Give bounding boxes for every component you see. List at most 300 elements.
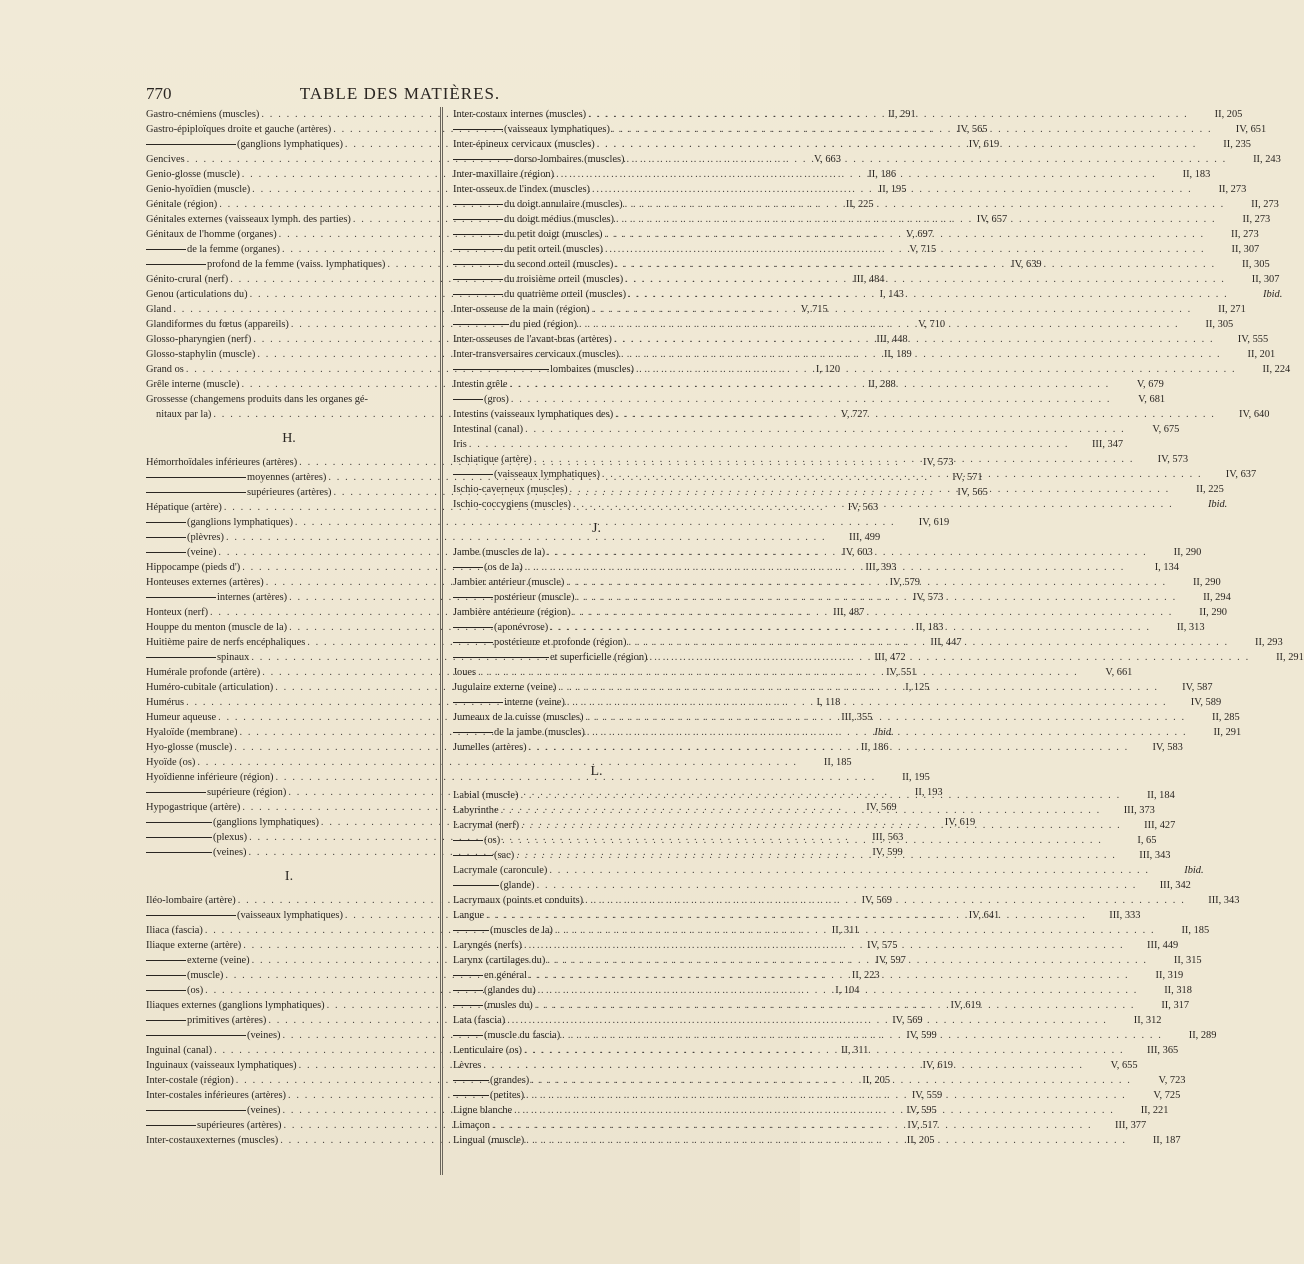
- index-term: (ganglions lymphatiques): [237, 139, 343, 150]
- ditto-dash: [453, 474, 493, 476]
- page-reference: II, 307: [1231, 244, 1260, 255]
- ditto-dash: [453, 159, 513, 161]
- index-term: du quatrième orteil (muscles): [504, 289, 627, 300]
- index-term: Lacrymal (nerf): [453, 820, 520, 831]
- index-term: (muscles de la): [490, 925, 553, 936]
- index-term: (vaisseaux lymphatiques): [504, 124, 610, 135]
- ditto-dash: [146, 264, 206, 266]
- index-entry: [146, 515, 950, 530]
- page-reference: II, 312: [1133, 1015, 1162, 1026]
- index-term: Iliaca (fascia): [146, 925, 203, 936]
- index-term: Genou (articulations du): [146, 289, 248, 300]
- page-reference: II, 187: [1152, 1135, 1181, 1146]
- ditto-dash: [453, 1080, 489, 1082]
- page-reference: IV, 599: [906, 1030, 937, 1041]
- page-reference: III, 448: [876, 334, 908, 345]
- ditto-dash: [453, 1005, 483, 1007]
- page-reference: II, 291: [887, 109, 916, 120]
- ditto-dash: [453, 657, 549, 659]
- index-term: du second orteil (muscles): [504, 259, 614, 270]
- index-term: Génitaux de l'homme (organes): [146, 229, 277, 240]
- index-term: Ligne blanche: [453, 1105, 513, 1116]
- ditto-dash: [453, 975, 483, 977]
- page-reference: II, 291: [1276, 652, 1304, 663]
- ditto-dash: [146, 792, 206, 794]
- index-term: externe (veine): [187, 955, 250, 966]
- page-reference: IV, 657: [976, 214, 1008, 225]
- index-entry: [453, 863, 1204, 878]
- index-term: du petit orteil (muscles): [504, 244, 603, 255]
- index-term: (musles du): [484, 1000, 533, 1011]
- page-reference: IV, 551: [886, 667, 917, 678]
- page-reference: I, 118: [816, 697, 841, 708]
- index-term: Iliaques externes (ganglions lymphatiques): [146, 1000, 325, 1011]
- ditto-dash: [146, 522, 186, 524]
- page-reference: I, 143: [879, 289, 904, 300]
- index-entry: [146, 770, 930, 785]
- ditto-dash: [453, 990, 483, 992]
- dot-leader: [509, 392, 1113, 407]
- ditto-dash: [453, 840, 483, 842]
- page-reference: III, 365: [1147, 1045, 1179, 1056]
- index-term: Hépatique (artère): [146, 502, 222, 513]
- index-term: interne (veine): [504, 697, 565, 708]
- index-term: Jugulaire externe (veine): [453, 682, 557, 693]
- page-reference: III, 427: [1144, 820, 1176, 831]
- page-reference: III, 347: [1091, 439, 1124, 450]
- dot-leader: [484, 908, 1088, 923]
- page-reference: II, 235: [1223, 139, 1251, 150]
- page-reference: IV, 599: [872, 847, 903, 858]
- ditto-dash: [453, 702, 503, 704]
- page-reference: I, 104: [835, 985, 860, 996]
- dot-leader: [600, 467, 1204, 482]
- page-reference: II, 189: [883, 349, 912, 360]
- index-term: Génitale (région): [146, 199, 218, 210]
- page-reference: II, 243: [1253, 154, 1281, 165]
- page-reference: IV, 569: [892, 1015, 923, 1026]
- ditto-dash: [453, 627, 493, 629]
- page-reference: Ibid.: [1207, 499, 1228, 510]
- ditto-dash: [453, 264, 503, 266]
- index-term: Gastro-cnémiens (muscles): [146, 109, 260, 120]
- index-term: Lèvres: [453, 1060, 482, 1071]
- index-term: en général: [484, 970, 527, 981]
- page-reference: IV, 619: [922, 1060, 953, 1071]
- page-reference: IV, 595: [906, 1105, 937, 1116]
- page-reference: IV, 603: [842, 547, 873, 558]
- dot-leader: [499, 803, 1103, 818]
- index-term: Honteuses externes (artères): [146, 577, 264, 588]
- dot-leader: [556, 680, 1160, 695]
- index-term: primitives (artères): [187, 1015, 267, 1026]
- page-reference: II, 317: [1161, 1000, 1190, 1011]
- ditto-dash: [146, 249, 186, 251]
- ditto-dash: [146, 537, 186, 539]
- index-term: Inter-costaux internes (muscles): [453, 109, 587, 120]
- index-term: (aponévrose): [494, 622, 549, 633]
- index-term: Laryngés (nerfs): [453, 940, 522, 951]
- page-reference: IV, 569: [861, 895, 892, 906]
- ditto-dash: [146, 597, 216, 599]
- page-reference: II, 224: [1262, 364, 1291, 375]
- index-term: Jambier antérieur (muscle): [453, 577, 565, 588]
- ditto-dash: [146, 492, 246, 494]
- dot-leader: [524, 1088, 1128, 1103]
- column-divider: [440, 107, 443, 1175]
- index-term: de la femme (organes): [187, 244, 280, 255]
- index-term: du petit doigt (muscles): [504, 229, 603, 240]
- page-reference: II, 273: [1230, 229, 1259, 240]
- index-term: Lacrymale (caroncule): [453, 865, 548, 876]
- index-term: (muscle du fascia): [484, 1030, 561, 1041]
- dot-leader: [505, 1013, 1109, 1028]
- index-term: Huitième paire de nerfs encéphaliques: [146, 637, 306, 648]
- index-term: du pied (région): [510, 319, 577, 330]
- page-reference: IV, 637: [1225, 469, 1257, 480]
- index-term: (ganglions lymphatiques): [213, 817, 319, 828]
- section-letter-heading: I.: [284, 869, 294, 884]
- dot-leader: [565, 695, 1169, 710]
- index-term: Intestin grêle: [453, 379, 508, 390]
- page-reference: III, 563: [872, 832, 904, 843]
- index-term: Ischiatique (artère): [453, 454, 532, 465]
- index-term: Genio-hyoïdien (muscle): [146, 184, 251, 195]
- page-reference: V, 715: [800, 304, 828, 315]
- index-term: nitaux par la): [156, 409, 212, 420]
- dot-leader: [500, 833, 1104, 848]
- index-term: postérieure et profonde (région): [494, 637, 627, 648]
- index-term: Lata (fascia): [453, 1015, 506, 1026]
- page-reference: III, 377: [1115, 1120, 1147, 1131]
- page-reference: II, 305: [1205, 319, 1234, 330]
- dot-leader: [553, 923, 1157, 938]
- dot-leader: [623, 272, 1227, 287]
- dot-leader: [625, 152, 1229, 167]
- index-entry: [453, 392, 1166, 407]
- dot-leader: [512, 1103, 1116, 1118]
- page-reference: V, 725: [1153, 1090, 1181, 1101]
- index-term: (veines): [213, 847, 247, 858]
- page-reference: V, 661: [1105, 667, 1133, 678]
- dot-leader: [619, 347, 1223, 362]
- page-reference: Ibid.: [1262, 289, 1283, 300]
- dot-leader: [467, 437, 1071, 452]
- section-letter-heading: H.: [282, 431, 296, 446]
- dot-leader: [545, 953, 1149, 968]
- page-reference: II, 271: [1218, 304, 1246, 315]
- page-reference: II, 290: [1192, 577, 1221, 588]
- page-reference: II, 285: [1211, 712, 1240, 723]
- index-term: (glande): [500, 880, 535, 891]
- index-term: Jumelles (artères): [453, 742, 527, 753]
- index-term: supérieure (région): [207, 787, 287, 798]
- page-reference: II, 311: [841, 1045, 869, 1056]
- page-reference: II, 223: [851, 970, 880, 981]
- index-term: Génito-crural (nerf): [146, 274, 229, 285]
- index-term: Jumeaux de la cuisse (muscles): [453, 712, 584, 723]
- dot-leader: [583, 710, 1187, 725]
- index-entry: [146, 392, 432, 407]
- ditto-dash: [146, 837, 212, 839]
- index-term: Grêle interne (muscle): [146, 379, 240, 390]
- index-term: Gencives: [146, 154, 185, 165]
- dot-leader: [603, 242, 1207, 257]
- page-reference: III, 333: [1109, 910, 1141, 921]
- index-term: Ischio-caverneux (muscles): [453, 484, 568, 495]
- index-term: Humeur aqueuse: [146, 712, 217, 723]
- page-reference: II, 184: [1147, 790, 1175, 801]
- index-term: Labyrinthe: [453, 805, 499, 816]
- index-term: du troisième orteil (muscles): [504, 274, 624, 285]
- index-term: Ischio-coccygiens (muscles): [453, 499, 572, 510]
- ditto-dash: [146, 1125, 196, 1127]
- page-reference: V, 675: [1152, 424, 1180, 435]
- dot-leader: [648, 650, 1252, 665]
- index-term: Limaçon: [453, 1120, 490, 1131]
- index-term: Inter-osseux de l'index (muscles): [453, 184, 590, 195]
- index-term: Lingual (muscle): [453, 1135, 525, 1146]
- page-reference: V, 715: [909, 244, 937, 255]
- index-term: Lenticulaire (os): [453, 1045, 522, 1056]
- ditto-dash: [146, 1020, 186, 1022]
- index-term: Inter-osseuses de l'avant-bras (artères): [453, 334, 612, 345]
- page-reference: II, 183: [915, 622, 944, 633]
- dot-leader: [524, 1133, 1128, 1148]
- ditto-dash: [453, 1035, 483, 1037]
- page-reference: IV, 639: [1011, 259, 1042, 270]
- ditto-dash: [453, 399, 483, 401]
- page-reference: V, 710: [918, 319, 946, 330]
- dot-leader: [626, 287, 1230, 302]
- page-reference: II, 289: [1188, 1030, 1217, 1041]
- ditto-dash: [453, 294, 503, 296]
- dot-leader: [547, 863, 1151, 878]
- dot-leader: [533, 998, 1137, 1013]
- page-reference: IV, 517: [907, 1120, 938, 1131]
- index-term: (os): [187, 985, 204, 996]
- page-reference: II, 205: [906, 1135, 935, 1146]
- ditto-dash: [146, 960, 186, 962]
- dot-leader: [523, 560, 1127, 575]
- ditto-dash: [146, 1110, 246, 1112]
- page-reference: II, 186: [860, 742, 889, 753]
- ditto-dash: [453, 234, 503, 236]
- dot-leader: [527, 968, 1131, 983]
- page-reference: IV, 569: [866, 802, 897, 813]
- dot-leader: [560, 1028, 1164, 1043]
- index-term: Humérale profonde (artère): [146, 667, 261, 678]
- index-term: Genio-glosse (muscle): [146, 169, 240, 180]
- index-term: Iris: [453, 439, 467, 450]
- ditto-dash: [146, 1035, 246, 1037]
- dot-leader: [590, 182, 1194, 197]
- index-term: Glosso-pharyngien (nerf): [146, 334, 252, 345]
- index-term: Joues: [453, 667, 477, 678]
- page-number: 770: [146, 84, 172, 103]
- index-term: profond de la femme (vaiss. lymphatiques): [207, 259, 386, 270]
- index-term: postérieur (muscle): [494, 592, 575, 603]
- dot-leader: [595, 137, 1199, 152]
- page-reference: III, 343: [1208, 895, 1240, 906]
- ditto-dash: [453, 249, 503, 251]
- dot-leader: [529, 1073, 1133, 1088]
- page-reference: II, 185: [1181, 925, 1210, 936]
- index-term: internes (artères): [217, 592, 288, 603]
- page-reference: IV, 565: [957, 487, 988, 498]
- page-reference: II, 185: [823, 757, 852, 768]
- index-term: Hyoïdienne inférieure (région): [146, 772, 274, 783]
- index-term: spinaux: [217, 652, 250, 663]
- index-term: Grand os: [146, 364, 184, 375]
- index-term: supérieures (artères): [197, 1120, 282, 1131]
- page-reference: V, 727: [840, 409, 868, 420]
- index-term: (plexus): [213, 832, 248, 843]
- ditto-dash: [453, 885, 499, 887]
- dot-leader: [610, 122, 1214, 137]
- dot-leader: [548, 620, 1152, 635]
- index-term: Hyo-glosse (muscle): [146, 742, 233, 753]
- ditto-dash: [453, 855, 493, 857]
- index-term: Glosso-staphylin (muscle): [146, 349, 256, 360]
- ditto-dash: [146, 852, 212, 854]
- dot-leader: [522, 1043, 1126, 1058]
- page-reference: V, 679: [1136, 379, 1164, 390]
- dot-leader: [614, 212, 1218, 227]
- page-reference: III, 343: [1139, 850, 1171, 861]
- index-term: Gastro-épiploïques droite et gauche (artères): [146, 124, 332, 135]
- page-reference: IV, 641: [968, 910, 1000, 921]
- dot-leader: [634, 362, 1238, 377]
- page-reference: II, 205: [862, 1075, 891, 1086]
- index-term: (glandes du): [484, 985, 536, 996]
- index-term: Jambe (muscles de la): [453, 547, 546, 558]
- dot-leader: [523, 422, 1127, 437]
- page-reference: III, 487: [833, 607, 865, 618]
- index-term: Intestins (vaisseaux lymphatiques des): [453, 409, 614, 420]
- index-term: supérieures (artères): [247, 487, 332, 498]
- page-reference: IV, 559: [911, 1090, 943, 1101]
- page-reference: II, 273: [1218, 184, 1247, 195]
- index-term: Inter-transversaires cervicaux (muscles): [453, 349, 619, 360]
- index-term: Houppe du menton (muscle de la): [146, 622, 288, 633]
- page-reference: III, 484: [853, 274, 885, 285]
- ditto-dash: [453, 129, 503, 131]
- dot-leader: [535, 878, 1139, 893]
- page-reference: II, 290: [1173, 547, 1202, 558]
- page-reference: IV, 589: [1190, 697, 1222, 708]
- page-reference: III, 393: [865, 562, 897, 573]
- page-reference: II, 201: [1247, 349, 1276, 360]
- dot-leader: [571, 497, 1175, 512]
- page-reference: III, 342: [1159, 880, 1191, 891]
- index-term: (muscle): [187, 970, 224, 981]
- ditto-dash: [453, 732, 493, 734]
- index-term: Génitales externes (vaisseaux lymph. des parties): [146, 214, 351, 225]
- dot-leader: [590, 302, 1194, 317]
- dot-leader: [623, 197, 1227, 212]
- ditto-dash: [453, 204, 503, 206]
- index-term: (sac): [494, 850, 515, 861]
- index-term: Honteux (nerf): [146, 607, 209, 618]
- page-reference: II, 293: [1255, 637, 1283, 648]
- index-term: (vaisseaux lymphatiques): [494, 469, 600, 480]
- section-letter-heading: L.: [590, 764, 603, 779]
- page-reference: II, 294: [1203, 592, 1231, 603]
- page-reference: II, 183: [1182, 169, 1211, 180]
- index-term: dorso-lombaires (muscles): [514, 154, 625, 165]
- index-term: (veines): [247, 1030, 281, 1041]
- dot-leader: [571, 605, 1175, 620]
- page-reference: I, 65: [1137, 835, 1157, 846]
- dot-leader: [508, 377, 1112, 392]
- ditto-dash: [453, 324, 509, 326]
- index-term: du doigt annulaire (muscles): [504, 199, 623, 210]
- page-reference: II, 273: [1242, 214, 1271, 225]
- index-term: (os): [484, 835, 501, 846]
- page-reference: II, 221: [1140, 1105, 1169, 1116]
- index-term: moyennes (artères): [247, 472, 327, 483]
- page-reference: IV, 619: [918, 517, 950, 528]
- dot-leader: [575, 590, 1179, 605]
- page-reference: II, 195: [878, 184, 907, 195]
- page-reference: II, 313: [1176, 622, 1205, 633]
- dot-leader: [522, 938, 1126, 953]
- ditto-dash: [146, 144, 236, 146]
- index-term: Jambière antérieure (région): [453, 607, 571, 618]
- index-term: Labial (muscle): [453, 790, 519, 801]
- ditto-dash: [146, 477, 246, 479]
- dot-leader: [602, 227, 1206, 242]
- page-reference: II, 311: [831, 925, 860, 936]
- index-term: Grossesse (changemens produits dans les organes gé-: [146, 394, 368, 405]
- dot-leader: [613, 257, 1217, 272]
- page-reference: IV, 619: [944, 817, 976, 828]
- page-reference: IV, 597: [875, 955, 906, 966]
- index-term: Huméro-cubitale (articulation): [146, 682, 274, 693]
- page-reference: II, 305: [1241, 259, 1270, 270]
- index-term: lombaires (muscles): [550, 364, 634, 375]
- page-reference: III, 355: [841, 712, 873, 723]
- page-reference: IV, 651: [1235, 124, 1267, 135]
- dot-leader: [613, 407, 1217, 422]
- page-reference: IV, 583: [1152, 742, 1183, 753]
- page-reference: III, 472: [874, 652, 906, 663]
- index-term: Hyoïde (os): [146, 757, 196, 768]
- page-reference: I, 134: [1154, 562, 1179, 573]
- ditto-dash: [146, 552, 186, 554]
- page-reference: Ibid.: [874, 727, 894, 738]
- page-reference: Ibid.: [1184, 865, 1204, 876]
- index-term: Larynx (cartilages du): [453, 955, 546, 966]
- section-letter-heading: J.: [592, 521, 601, 536]
- dot-leader: [519, 818, 1123, 833]
- index-term: (petites): [490, 1090, 525, 1101]
- dot-leader: [554, 167, 1158, 182]
- index-entry: [146, 530, 881, 545]
- dot-leader: [490, 1118, 1094, 1133]
- dot-leader: [577, 317, 1181, 332]
- index-term: Inter-osseuse de la main (région): [453, 304, 590, 315]
- page-reference: IV, 555: [1237, 334, 1269, 345]
- page-reference: II, 225: [1196, 484, 1224, 495]
- index-term: Hypogastrique (artère): [146, 802, 241, 813]
- index-term: (veine): [187, 547, 217, 558]
- dot-leader: [568, 482, 1172, 497]
- page-reference: II, 205: [1214, 109, 1243, 120]
- index-term: Humérus: [146, 697, 185, 708]
- page-reference: III, 373: [1123, 805, 1155, 816]
